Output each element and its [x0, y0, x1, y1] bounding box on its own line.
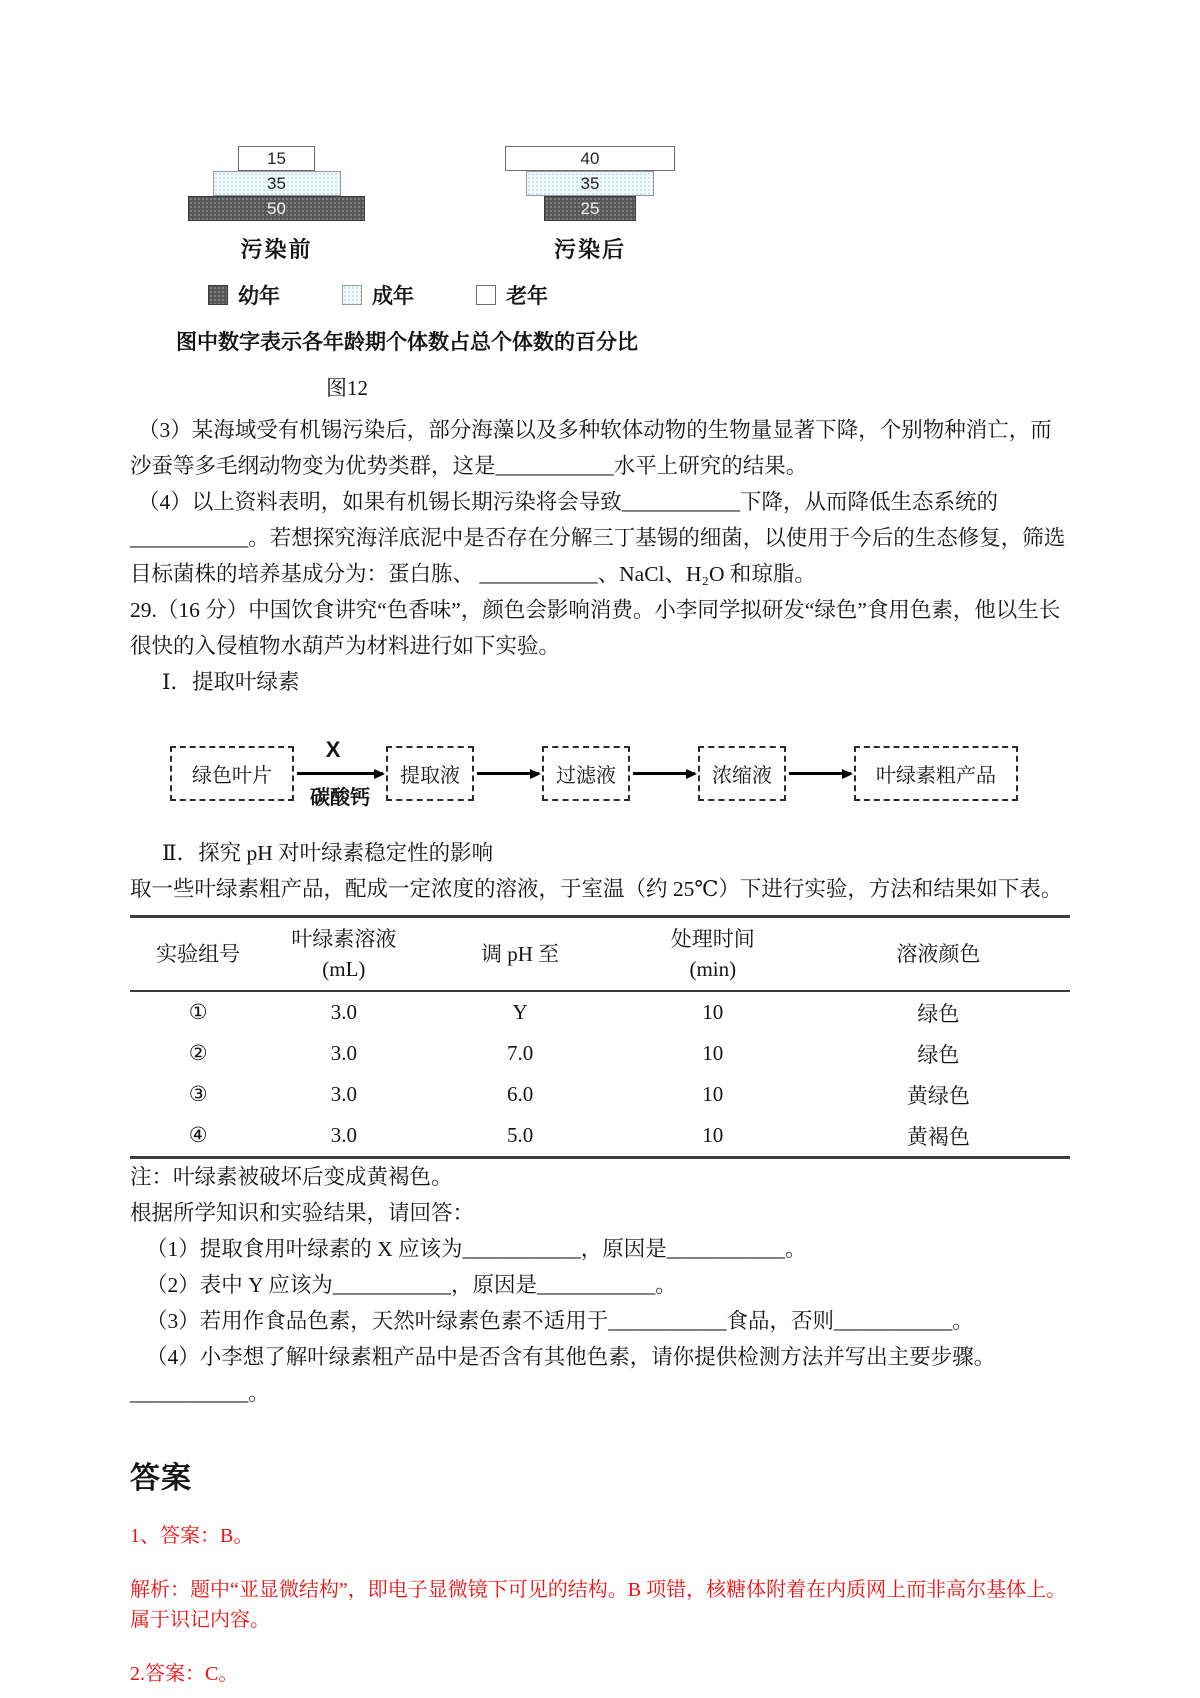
experiment-table [130, 915, 1070, 1159]
diagram-caption: 图中数字表示各年龄期个体数占总个体数的百分比 [176, 330, 638, 354]
table-row: ① 3.0 Y 10 绿色 [188, 1000, 960, 1026]
header-solution-ml: 叶绿素溶液 (mL) [266, 917, 421, 992]
section-1-title: Ⅰ．提取叶绿素 [162, 670, 300, 694]
question-4: （4）以上资料表明，如果有机锡长期污染将会导致___________下降，从而降低生态系统的___________。若想探究海洋底泥中是否存在分解三丁基锡的细菌，以使用于今后的生态修复，筛选目标菌株的培养基成分为：蛋白胨、 ___________、NaCl、H₂O 和琼脂。 [130, 490, 1066, 586]
followup-question-4-blank: ___________。 [130, 1381, 270, 1405]
followup-question-3: （3）若用作食品色素，天然叶绿素色素不适用于___________食品，否则___________。 [146, 1309, 974, 1333]
header-group-number: 实验组号 [130, 917, 266, 992]
section-2-title: Ⅱ．探究 pH 对叶绿素稳定性的影响 [162, 841, 494, 865]
legend-swatch-young-icon [208, 285, 228, 305]
flow-arrow-1-label-caco3: 碳酸钙 [310, 787, 370, 810]
followup-question-4: （4）小李想了解叶绿素粗产品中是否含有其他色素，请你提供检测方法并写出主要步骤。 [146, 1345, 996, 1369]
pyramid-after [505, 146, 675, 264]
extraction-flowchart [170, 736, 1070, 810]
table-note: 注：叶绿素被破坏后变成黄褐色。 [130, 1165, 453, 1189]
answer-1: 1、答案：B。 [130, 1525, 254, 1547]
flow-box-filtrate: 过滤液 [542, 746, 630, 801]
header-ph: 调 pH 至 [421, 917, 618, 992]
legend-swatch-adult-icon [342, 285, 362, 305]
followup-question-2: （2）表中 Y 应该为___________，原因是___________。 [146, 1273, 677, 1297]
header-time-min: 处理时间 (min) [619, 917, 807, 992]
flow-arrow-1-label-x: X [325, 736, 341, 762]
bar-before-old: 15 [238, 146, 315, 171]
flow-arrow-4 [789, 772, 851, 775]
diagram-legend [208, 280, 1070, 310]
answer-2: 2.答案：C。 [130, 1663, 239, 1685]
flow-arrow-1 [297, 736, 383, 810]
section-2-description: 取一些叶绿素粗产品，配成一定浓度的溶液，于室温（约 25℃）下进行实验，方法和结果如下表。 [130, 877, 1063, 901]
bar-after-adult: 35 [526, 171, 654, 196]
pyramid-before-label: 污染前 [240, 237, 313, 262]
flow-box-extract: 提取液 [386, 746, 474, 801]
table-row: ④ 3.0 5.0 10 黄褐色 [188, 1123, 970, 1149]
legend-swatch-old-icon [476, 285, 496, 305]
question-3: （3）某海域受有机锡污染后，部分海藻以及多种软体动物的生物量显著下降，个别物种消亡，而沙蚕等多毛纲动物变为优势类群，这是___________水平上研究的结果。 [130, 418, 1052, 478]
bar-after-old: 40 [505, 146, 675, 171]
legend-item-young [208, 280, 280, 310]
pyramid-after-label: 污染后 [553, 237, 626, 262]
question-29-intro: 29.（16 分）中国饮食讲究“色香味”，颜色会影响消费。小李同学拟研发“绿色”食用色素，他以生长很快的入侵植物水葫芦为材料进行如下实验。 [130, 598, 1061, 658]
legend-item-adult [342, 280, 414, 310]
bar-before-young: 50 [188, 196, 365, 221]
flow-box-green-leaf: 绿色叶片 [170, 746, 294, 801]
table-row: ③ 3.0 6.0 10 黄绿色 [188, 1082, 970, 1108]
header-color: 溶液颜色 [807, 917, 1070, 992]
legend-label-adult: 成年 [372, 284, 414, 308]
flow-box-concentrate: 浓缩液 [698, 746, 786, 801]
answer-1-explanation: 解析：题中“亚显微结构”，即电子显微镜下可见的结构。B 项错，核糖体附着在内质网上而非高尔基体上。属于识记内容。 [130, 1579, 1067, 1631]
bar-before-adult: 35 [213, 171, 341, 196]
figure-number: 图12 [326, 376, 368, 400]
table-row: ② 3.0 7.0 10 绿色 [188, 1041, 960, 1067]
legend-label-young: 幼年 [238, 284, 280, 308]
followup-prompt: 根据所学知识和实验结果，请回答： [130, 1201, 475, 1225]
legend-label-old: 老年 [506, 284, 548, 308]
legend-item-old [476, 280, 548, 310]
age-structure-diagram [188, 146, 1070, 264]
pyramid-before [188, 146, 365, 264]
flow-box-crude-product: 叶绿素粗产品 [854, 746, 1018, 801]
bar-after-young: 25 [544, 196, 636, 221]
flow-arrow-3 [633, 772, 695, 775]
table-header-row [130, 917, 1070, 992]
flow-arrow-2 [477, 772, 539, 775]
followup-question-1: （1）提取食用叶绿素的 X 应该为___________，原因是___________。 [146, 1237, 807, 1261]
answers-heading: 答案 [130, 1462, 192, 1495]
